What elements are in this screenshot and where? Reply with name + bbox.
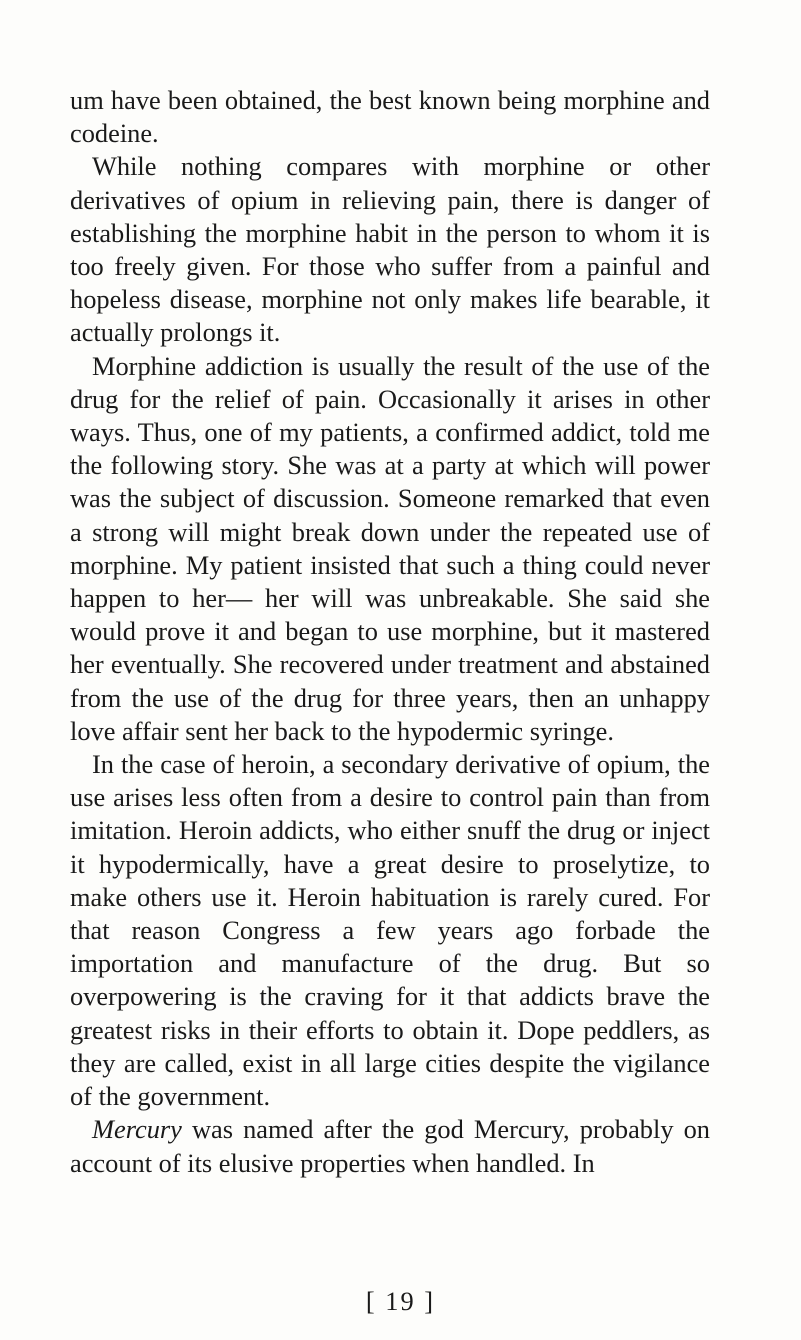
page-number: [ 19 ] [365,1286,436,1316]
italic-term-mercury: Mercury [92,1114,182,1145]
paragraph-2: While nothing compares with morphine or other derivatives of opium in relieving pain, there is danger of establishing the morphine habit in the person to whom it is too freely given. For those who suffer from a painful and hopeless disease, morphine not only makes life bearable, it actually prolongs it. [70,151,710,348]
paragraph-4: In the case of heroin, a secondary derivative of opium, the use arises less often from a desire to control pain than from imitation. Heroin addicts, who either snuff the drug or inject it hypodermically, have a great desire to proselytize, to make others use it. Heroin habituation is rarely cured. For that reason Congress a few years ago forbade the importation and manufacture of the drug. But so overpowering is the craving for it that addicts brave the greatest risks in their efforts to obtain it. Dope peddlers, as they are called, exist in all large cities despite the vigilance of the government. [70,749,710,1112]
paragraph-5-text: was named after the god Mercury, probably on account of its elusive properties when handled. In [70,1114,710,1178]
page-body [70,84,710,1180]
paragraph-3: Morphine addiction is usually the result of the use of the drug for the relief of pain. Occasionally it arises in other ways. Thus, one of my patients, a confirmed addict, told me the following story. She was at a party at which will power was the subject of discussion. Someone remarked that even a strong will might break down under the repeated use of morphine. My patient insisted that such a thing could never happen to her— her will was unbreakable. She said she would prove it and began to use morphine, but it mastered her eventually. She recovered under treatment and abstained from the use of the drug for three years, then an unhappy love affair sent her back to the hypodermic syringe. [70,350,710,746]
paragraph-1: um have been obtained, the best known being morphine and codeine. [70,85,710,149]
paragraph-5 [70,1113,710,1179]
